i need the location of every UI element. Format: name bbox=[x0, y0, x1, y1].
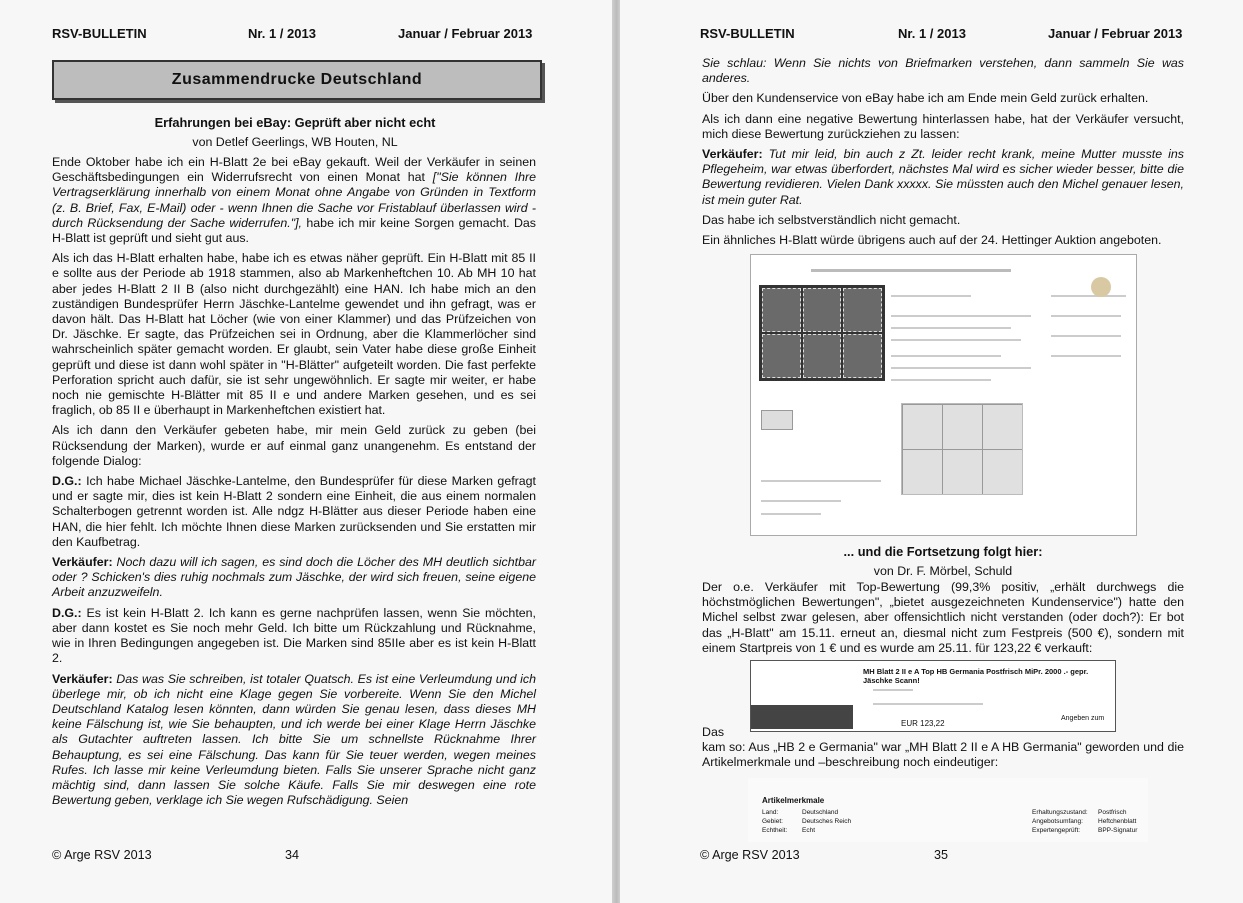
article-author: von Detlef Geerlings, WB Houten, NL bbox=[192, 135, 398, 149]
seller-badge-icon bbox=[1091, 277, 1111, 297]
spec-label: Expertengeprüft: bbox=[1032, 827, 1081, 834]
header-date: Januar / Februar 2013 bbox=[398, 26, 533, 41]
article-title: Erfahrungen bei eBay: Geprüft aber nicht echt bbox=[154, 115, 436, 130]
stamp-pane-image bbox=[759, 285, 885, 381]
header-bulletin: RSV-BULLETIN bbox=[700, 26, 795, 41]
footer-page-number: 34 bbox=[285, 848, 300, 862]
continuation-author: von Dr. F. Mörbel, Schuld bbox=[873, 564, 1013, 578]
dialog-seller: Verkäufer: Das was Sie schreiben, ist totaler Quatsch. Es ist eine Verleumdung und ich überlege mir, ob ich nicht eine Klage gegen Sie vorbereite. Wenn Sie den Michel Deutschland Katalog lesen könnten, dann würden Sie genau lesen, dass dieses MH keine Fälschung ist, wie Sie behaupten, und ich werde bei einer Klage Herrn Jäschke als Gutachter auftreten lassen. Ich bitte Sie um schnellste Rücknahme Ihrer Behauptung, es sei eine Fälschung. Das kann für Sie teuer werden, wegen meines Rufes. Ich lasse mir keine Verleumdung bieten. Falls Sie unserer Sprache nicht ganz mächtig sind, dann lassen Sie solche Käufe. Falls Sie mir deswegen eine rote Bewertung geben, verklage ich Sie wegen Rufschädigung. Seien bbox=[52, 671, 536, 808]
left-page bbox=[0, 0, 614, 903]
spec-label: Land: bbox=[762, 809, 779, 816]
spec-label: Angebotsumfang: bbox=[1032, 818, 1083, 825]
paragraph-lead: Das bbox=[702, 725, 725, 739]
header-issue: Nr. 1 / 2013 bbox=[898, 26, 966, 41]
paragraph: Ein ähnliches H-Blatt würde übrigens auch auf der 24. Hettinger Auktion angeboten. bbox=[702, 233, 1162, 248]
paragraph: Das habe ich selbstverständlich nicht gemacht. bbox=[702, 212, 961, 227]
paragraph: Über den Kundenservice von eBay habe ich am Ende mein Geld zurück erhalten. bbox=[702, 91, 1149, 106]
section-title: Zusammendrucke Deutschland bbox=[52, 60, 542, 100]
right-column-top bbox=[702, 56, 1184, 253]
dialog-dg: D.G.: Es ist kein H-Blatt 2. Ich kann es gerne nachprüfen lassen, wenn Sie möchten, aber dann kostet es Sie noch mehr Geld. Ich bitte um Rückzahlung und Rücknahme, wie in Ihren Bedingungen angegeben ist. Die Marken sind 85IIe aber es ist kein H-Blatt 2. bbox=[52, 605, 536, 666]
spec-value: Postfrisch bbox=[1098, 809, 1127, 816]
paragraph: Ende Oktober habe ich ein H-Blatt 2e bei eBay gekauft. Weil der Verkäufer in seinen Geschäftsbedingungen ein Widerrufsrecht von einen Monat hat ["Sie können Ihre Vertragserklärung innerhalb von einem Monat ohne Angabe von Gründen in Textform (z. B. Brief, Fax, E-Mail) oder - wenn Ihnen die Sache vor Fristablauf überlassen wird - durch Rücksendung der Sache widerrufen."], habe ich mir keine Sorgen gemacht. Das H-Blatt ist geprüft und sieht gut aus. bbox=[52, 155, 537, 246]
spec-value: BPP-Signatur bbox=[1098, 827, 1138, 834]
dialog-seller: Verkäufer: Tut mir leid, bin auch z Zt. leider recht krank, meine Mutter musste ins Pflegeheim, war etwas überfordert, nächstes Mal wird es sicher wieder besser, bitte die Bewertung revidieren. Vielen Dank xxxxx. Sie müssten auch den Michel genauer lesen, ist mein guter Rat. bbox=[702, 147, 1184, 207]
spec-value: Echt bbox=[802, 827, 816, 834]
paragraph: Als ich das H-Blatt erhalten habe, habe ich es etwas näher geprüft. Ein H-Blatt mit 85 II e sollte aus der Periode ab 1918 stammen, also ab Markenheftchen 10. Ab MH 10 hat aber jedes H-Blatt 2 II B (also nicht durchgezählt) eine HAN. Ich habe mich an den zuständigen Bundesprüfer Herrn Jäschke-Lantelme gewendet und ihn gefragt, was er davon hält. Das H-Blatt hat Löcher (wie von einer Klammer) und das Prüfzeichen von Dr. Jäschke. Er sagte, das Prüfzeichen sei in Ordnung, aber die Klammerlöcher sind wahrscheinlich später gemacht worden. Er glaubt, sein Vater habe diese große Einheit geprüft und diese ist dann wohl später in "H-Blätter" aufgeteilt worden. Die fast perfekte Perforation spricht auch dafür, sie ist sehr ungewöhnlich. Er sagte mir weiter, er habe noch nie gemischte H-Blätter mit 85 II e und andere Marken gesehen, und es sei fraglich, ob 85 II e überhaupt in Markenheftchen existiert hat. bbox=[52, 251, 536, 418]
dialog-seller: Verkäufer: Noch dazu will ich sagen, es sind doch die Löcher des MH deutlich sichtbar oder ? Schicken's dies ruhig nochmals zum Jäschke, der wird sich freuen, seine eigene Arbeit anzuzweifeln. bbox=[52, 555, 536, 600]
header-bulletin: RSV-BULLETIN bbox=[52, 26, 147, 41]
right-page bbox=[620, 0, 1243, 903]
ebay-auction-screenshot bbox=[750, 660, 1116, 732]
thumbnail bbox=[761, 410, 793, 430]
spec-value: Deutsches Reich bbox=[802, 818, 852, 825]
auction-price: EUR 123,22 bbox=[901, 719, 945, 728]
spec-label: Erhaltungszustand: bbox=[1032, 809, 1088, 816]
auction-offer: Angeben zum bbox=[1061, 715, 1105, 722]
paragraph: Als ich dann eine negative Bewertung hinterlassen habe, hat der Verkäufer versucht, mich diese Bewertung zurückziehen zu lassen: bbox=[702, 111, 1184, 141]
auction-title: MH Blatt 2 II e A Top HB Germania Postfrisch MiPr. 2000 .- gepr. Jäschke Scann! bbox=[863, 667, 1089, 685]
footer-copyright: © Arge RSV 2013 bbox=[52, 848, 152, 862]
continuation-title: ... und die Fortsetzung folgt hier: bbox=[843, 544, 1043, 559]
item-specifics-screenshot bbox=[748, 778, 1148, 842]
spec-value: Deutschland bbox=[802, 809, 839, 816]
stamp-back-image bbox=[901, 403, 1023, 495]
right-column-mid bbox=[702, 580, 1184, 661]
left-column bbox=[52, 155, 536, 813]
paragraph: Sie schlau: Wenn Sie nichts von Briefmarken verstehen, dann sammeln Sie was anderes. bbox=[702, 56, 1184, 86]
spec-label: Echtheit: bbox=[762, 827, 788, 834]
header-date: Januar / Februar 2013 bbox=[1048, 26, 1183, 41]
right-column-bottom bbox=[702, 725, 1184, 776]
ebay-listing-screenshot bbox=[750, 254, 1137, 536]
paragraph: Als ich dann den Verkäufer gebeten habe, mir mein Geld zurück zu geben (bei Rücksendung der Marken), wurde er auf einmal ganz unangenehm. Es entstand der folgende Dialog: bbox=[52, 423, 536, 468]
spec-label: Gebiet: bbox=[762, 818, 783, 825]
paragraph: kam so: Aus „HB 2 e Germania" war „MH Blatt 2 II e A HB Germania" geworden und die Artikelmerkmale und –beschreibung noch eindeutiger: bbox=[702, 740, 1184, 770]
footer-page-number: 35 bbox=[934, 848, 949, 862]
paragraph: Der o.e. Verkäufer mit Top-Bewertung (99,3% positiv, „erhält durchwegs die höchstmöglichen Bewertungen", „bietet ausgezeichneten Kundenservice") hatte den Michel selbst zwar gelesen, aber offensichtlich nicht verstanden (oder doch?): Er bot das „H-Blatt" am 15.11. erneut an, diesmal nicht zum Festpreis (500 €), sondern mit einem Startpreis von 1 € und es wurde am 25.11. für 123,22 € verkauft: bbox=[702, 580, 1184, 655]
specifics-heading: Artikelmerkmale bbox=[762, 796, 825, 805]
spec-value: Heftchenblatt bbox=[1098, 818, 1137, 825]
footer-copyright: © Arge RSV 2013 bbox=[700, 848, 800, 862]
header-issue: Nr. 1 / 2013 bbox=[248, 26, 316, 41]
dialog-dg: D.G.: Ich habe Michael Jäschke-Lantelme, den Bundesprüfer für diese Marken gefragt und er sagte mir, dies ist kein H-Blatt 2 sondern eine Einheit, die aus einem normalen Schalterbogen getrennt worden ist. Alle ndgz H-Blätter aus dieser Periode haben eine HAN, die hier fehlt. Ich möchte Ihnen diese Marken zurücksenden und Sie erstatten mir den Kaufbetrag. bbox=[52, 474, 536, 549]
